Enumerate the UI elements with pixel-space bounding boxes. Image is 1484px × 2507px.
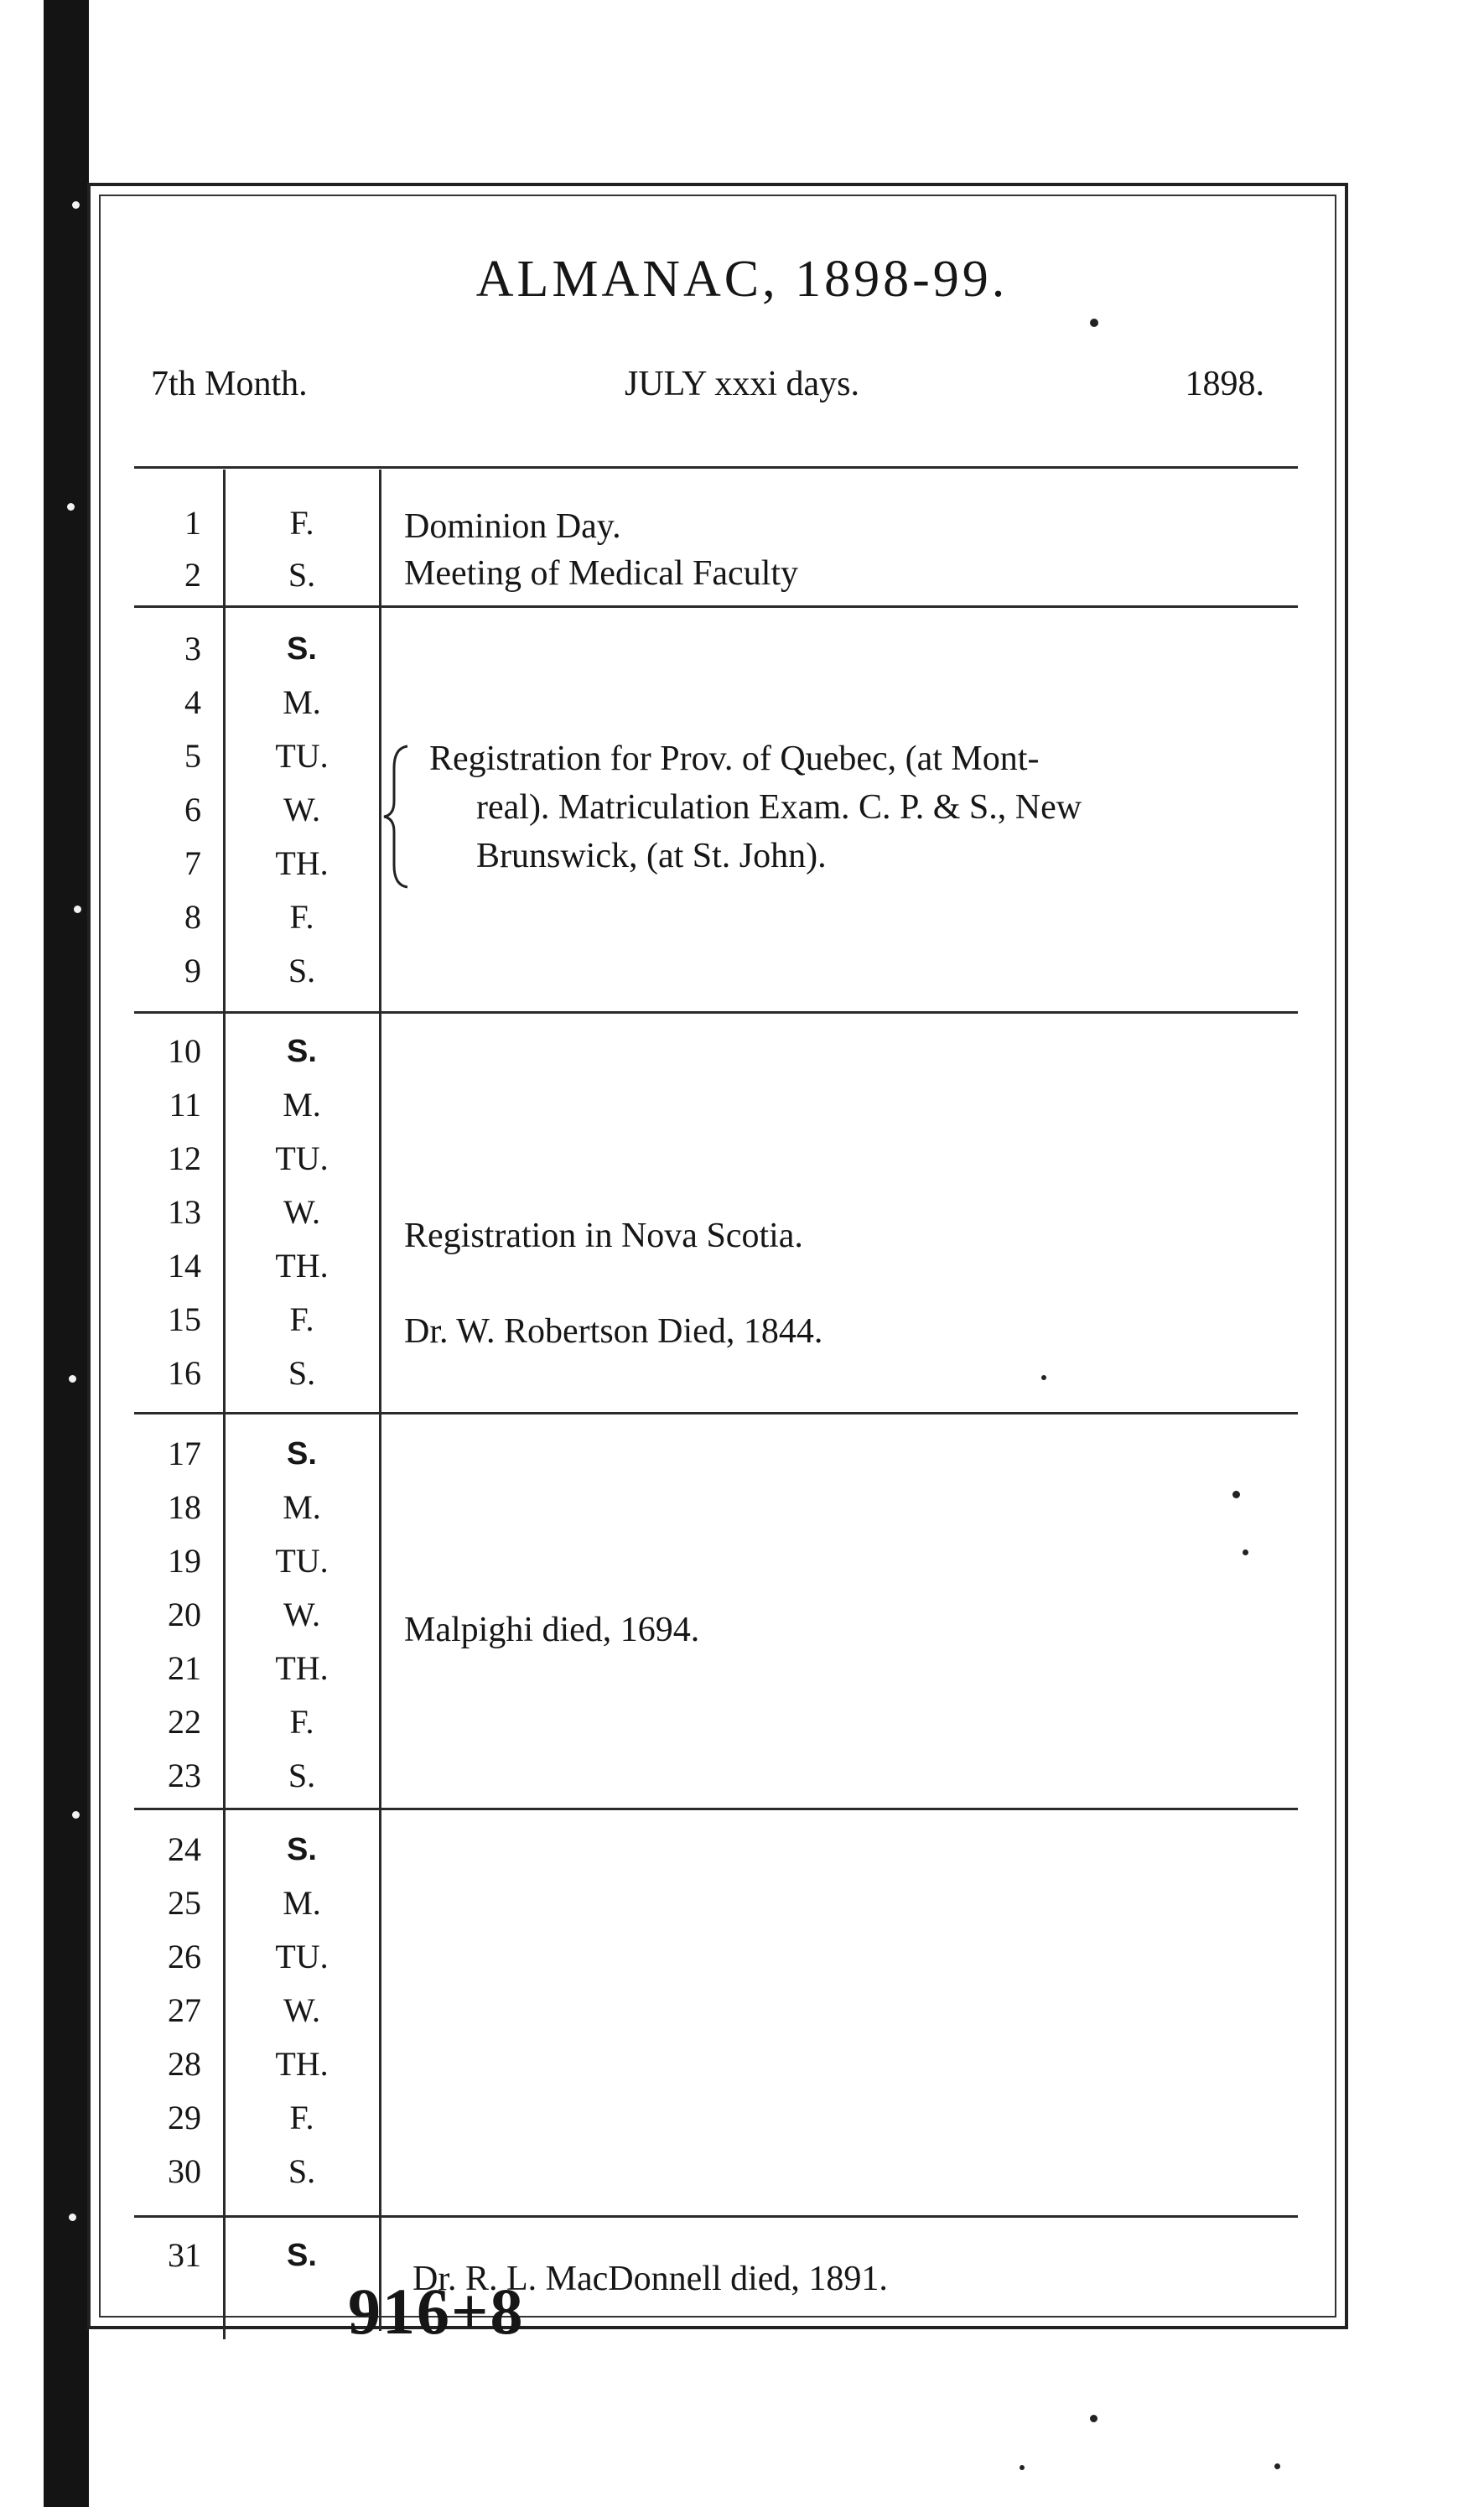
spine-speck: [72, 1811, 80, 1819]
day-number: 23: [168, 1757, 201, 1794]
page-title: ALMANAC, 1898-99.: [475, 251, 1009, 308]
weekday-sunday: S.: [287, 1832, 317, 1867]
event-malpighi: Malpighi died, 1694.: [404, 1611, 700, 1649]
day-number: 22: [168, 1703, 201, 1741]
event-robertson: Dr. W. Robertson Died, 1844.: [404, 1312, 823, 1351]
day-number: 27: [168, 1991, 201, 2029]
day-number: 17: [168, 1435, 201, 1472]
day-number: 28: [168, 2045, 201, 2083]
weekday: F.: [289, 1703, 314, 1741]
day-number: 1: [184, 504, 201, 542]
weekday: M.: [283, 683, 321, 721]
year-label: 1898.: [1185, 365, 1264, 403]
week-rule: [134, 1412, 1298, 1414]
day-number: 18: [168, 1488, 201, 1526]
day-number: 30: [168, 2152, 201, 2190]
event-nova-scotia: Registration in Nova Scotia.: [404, 1217, 803, 1255]
week-rule: [134, 1011, 1298, 1014]
speck: [1090, 2415, 1097, 2422]
week-rule: [134, 1808, 1298, 1810]
event-macdonnell: Dr. R. L. MacDonnell died, 1891.: [413, 2260, 888, 2298]
event-line: real). Matriculation Exam. C. P. & S., New: [476, 788, 1082, 827]
header-rule: [134, 466, 1298, 469]
speck: [1020, 2465, 1025, 2470]
day-number: 3: [184, 630, 201, 667]
weekday: S.: [288, 1354, 316, 1392]
weekday-sunday: S.: [287, 2238, 317, 2273]
month-name: JULY xxxi days.: [624, 365, 860, 403]
day-number: 11: [169, 1086, 201, 1124]
day-number: 26: [168, 1938, 201, 1975]
speck: [1274, 2463, 1280, 2469]
weekday: TU.: [275, 1139, 329, 1177]
speck: [1041, 1375, 1046, 1380]
day-number: 19: [168, 1542, 201, 1580]
weekday: TH.: [275, 2045, 329, 2083]
weekday: S.: [288, 1757, 316, 1794]
weekday: S.: [288, 556, 316, 594]
spine-speck: [74, 906, 81, 913]
weekday: W.: [283, 1596, 321, 1633]
day-number: 13: [168, 1193, 201, 1231]
weekday-sunday: S.: [287, 1436, 317, 1472]
week-rule: [134, 605, 1298, 608]
day-number: 16: [168, 1354, 201, 1392]
day-number: 9: [184, 952, 201, 989]
weekday: TH.: [275, 1649, 329, 1687]
day-number: 14: [168, 1247, 201, 1285]
weekday: W.: [283, 1991, 321, 2029]
weekday: M.: [283, 1884, 321, 1922]
day-number: 21: [168, 1649, 201, 1687]
weekday: S.: [288, 952, 316, 989]
day-number: 8: [184, 898, 201, 936]
month-number: 7th Month.: [151, 365, 308, 403]
weekday-sunday: S.: [287, 1034, 317, 1069]
speck: [1232, 1491, 1240, 1498]
weekday-sunday: S.: [287, 631, 317, 667]
spine-speck: [69, 2214, 76, 2221]
day-number: 2: [184, 556, 201, 594]
day-number: 25: [168, 1884, 201, 1922]
day-number: 5: [184, 737, 201, 775]
day-number: 10: [168, 1032, 201, 1070]
weekday: M.: [283, 1488, 321, 1526]
weekday: F.: [289, 1300, 314, 1338]
day-number: 6: [184, 791, 201, 828]
day-number: 31: [168, 2236, 201, 2274]
weekday: TU.: [275, 1542, 329, 1580]
brace-icon: [379, 743, 421, 890]
weekday: W.: [283, 791, 321, 828]
weekday: F.: [289, 504, 314, 542]
day-number: 15: [168, 1300, 201, 1338]
event-medical-faculty: Meeting of Medical Faculty: [404, 554, 799, 593]
weekday: TH.: [275, 844, 329, 882]
day-number: 12: [168, 1139, 201, 1177]
weekday: M.: [283, 1086, 321, 1124]
weekday: W.: [283, 1193, 321, 1231]
day-number: 20: [168, 1596, 201, 1633]
weekday: TU.: [275, 737, 329, 775]
day-number: 7: [184, 844, 201, 882]
weekday: TU.: [275, 1938, 329, 1975]
week-rule: [134, 2215, 1298, 2218]
day-column-rule: [223, 470, 226, 2339]
event-dominion-day: Dominion Day.: [404, 507, 621, 546]
speck: [1090, 319, 1098, 327]
day-number: 4: [184, 683, 201, 721]
day-number: 29: [168, 2099, 201, 2136]
weekday: S.: [288, 2152, 316, 2190]
spine-speck: [67, 503, 75, 511]
event-line: Registration for Prov. of Quebec, (at Mont-: [429, 740, 1040, 778]
weekday: F.: [289, 898, 314, 936]
event-line: Brunswick, (at St. John).: [476, 837, 827, 875]
speck: [1243, 1549, 1248, 1555]
spine-speck: [69, 1375, 76, 1383]
weekday: F.: [289, 2099, 314, 2136]
weekday: TH.: [275, 1247, 329, 1285]
day-number: 24: [168, 1830, 201, 1868]
shelf-mark-stamp: 916+8: [348, 2275, 525, 2348]
spine-speck: [72, 201, 80, 209]
event-registration-quebec: [429, 734, 1293, 880]
